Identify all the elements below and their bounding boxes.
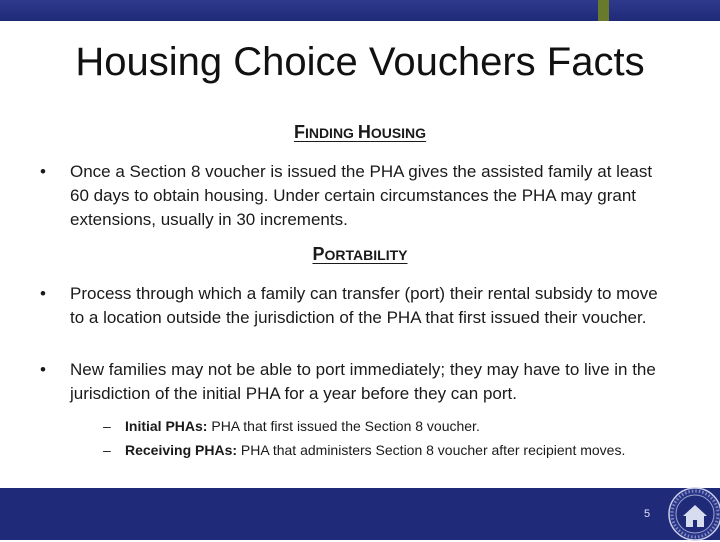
footer-banner [0, 488, 720, 540]
heading-text: INDING [304, 125, 358, 141]
bullet-marker: • [40, 360, 46, 379]
term-label: Initial PHAs: [125, 418, 208, 434]
heading-letter: P [312, 244, 325, 264]
page-number: 5 [644, 508, 651, 520]
dash-marker: – [103, 442, 111, 458]
heading-letter: H [357, 122, 371, 142]
top-banner [0, 0, 720, 21]
sub-bullet-text [125, 440, 683, 460]
bullet-marker: • [40, 162, 46, 181]
sub-list-item [103, 416, 683, 436]
dash-marker: – [103, 418, 111, 434]
hud-seal-icon [667, 486, 720, 542]
bullet-text: New families may not be able to port immediately; they may have to live in the jurisdiction of the initial PHA for a year before they can port. [70, 360, 656, 403]
heading-letter: F [293, 122, 305, 142]
list-item [40, 358, 670, 406]
list-item [40, 282, 670, 330]
slide-title: Housing Choice Vouchers Facts [75, 40, 645, 84]
section-heading-portability [0, 244, 720, 265]
section-heading-finding-housing [0, 122, 720, 143]
banner-accent [598, 0, 609, 21]
bullet-text: Process through which a family can transfer (port) their rental subsidy to move to a location outside the jurisdiction of the PHA that first issued their voucher. [70, 284, 658, 327]
heading-text: OUSING [370, 125, 427, 141]
bullet-marker: • [40, 284, 46, 303]
list-item [40, 160, 670, 232]
bullet-text: Once a Section 8 voucher is issued the PHA gives the assisted family at least 60 days to obtain housing. Under certain circumstances the PHA may grant extensions, usually in 30 increments. [70, 162, 653, 229]
term-definition: PHA that first issued the Section 8 voucher. [207, 418, 480, 434]
term-definition: PHA that administers Section 8 voucher after recipient moves. [237, 442, 626, 458]
term-label: Receiving PHAs: [125, 442, 238, 458]
heading-text: ORTABILITY [324, 247, 408, 263]
sub-list-item [103, 440, 683, 460]
sub-bullet-text [125, 416, 683, 436]
